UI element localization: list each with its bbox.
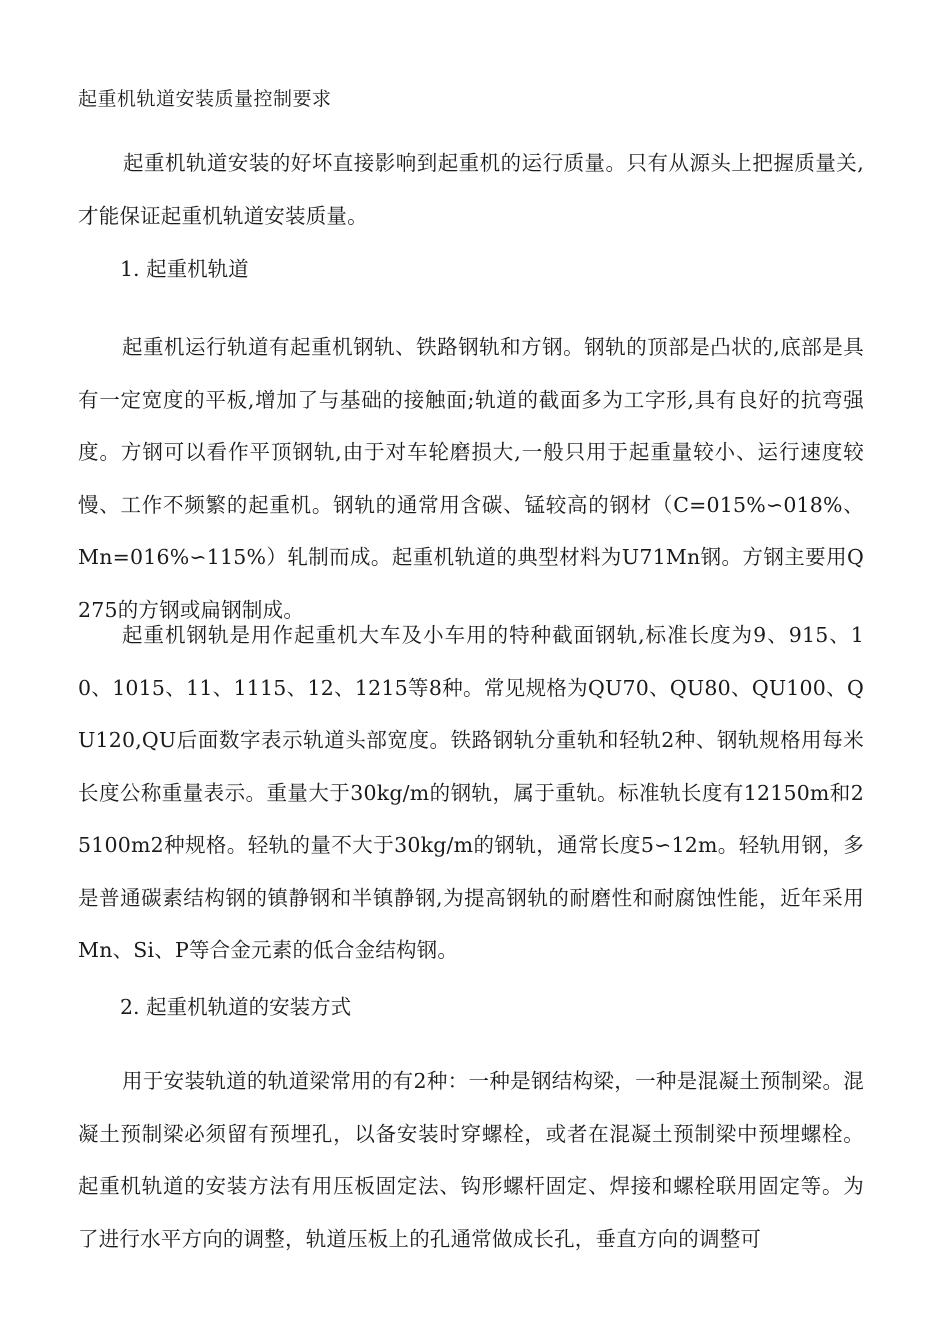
section-2-paragraph-1: 用于安装轨道的轨道梁常用的有2种：一种是钢结构梁，一种是混凝土预制梁。混凝土预制梁必须留有预埋孔，以备安装时穿螺栓，或者在混凝土预制梁中预埋螺栓。起重机轨道的安装方法有用压板固定法、钩形螺杆固定、焊接和螺栓联用固定等。为了进行水平方向的调整，轨道压板上的孔通常做成长孔，垂直方向的调整可	[78, 1069, 864, 1251]
section-1-heading: 1. 起重机轨道	[120, 257, 249, 281]
document-title: 起重机轨道安装质量控制要求	[78, 88, 332, 110]
intro-paragraph: 起重机轨道安装的好坏直接影响到起重机的运行质量。只有从源头上把握质量关,才能保证起重机轨道安装质量。	[78, 151, 864, 228]
section-1-paragraph-2: 起重机钢轨是用作起重机大车及小车用的特种截面钢轨,标准长度为9、915、10、1015、11、1115、12、1215等8种。常见规格为QU70、QU80、QU100、QU120,QU后面数字表示轨道头部宽度。铁路钢轨分重轨和轻轨2种、钢轨规格用每米长度公称重量表示。重量大于30kg/m的钢轨，属于重轨。标准轨长度有12150m和25100m2种规格。轻轨的量不大于30kg/m的钢轨，通常长度5∽12m。轻轨用钢，多是普通碳素结构钢的镇静钢和半镇静钢,为提高钢轨的耐磨性和耐腐蚀性能，近年采用Mn、Si、P等合金元素的低合金结构钢。	[78, 623, 864, 962]
section-1-paragraph-1: 起重机运行轨道有起重机钢轨、铁路钢轨和方钢。钢轨的顶部是凸状的,底部是具有一定宽度的平板,增加了与基础的接触面;轨道的截面多为工字形,具有良好的抗弯强度。方钢可以看作平顶钢轨,由于对车轮磨损大,一般只用于起重量较小、运行速度较慢、工作不频繁的起重机。钢轨的通常用含碳、锰较高的钢材（C=015%∽018%、Mn=016%∽115%）轧制而成。起重机轨道的典型材料为U71Mn钢。方钢主要用Q275的方钢或扁钢制成。	[78, 335, 864, 622]
section-2-heading: 2. 起重机轨道的安装方式	[120, 995, 352, 1019]
